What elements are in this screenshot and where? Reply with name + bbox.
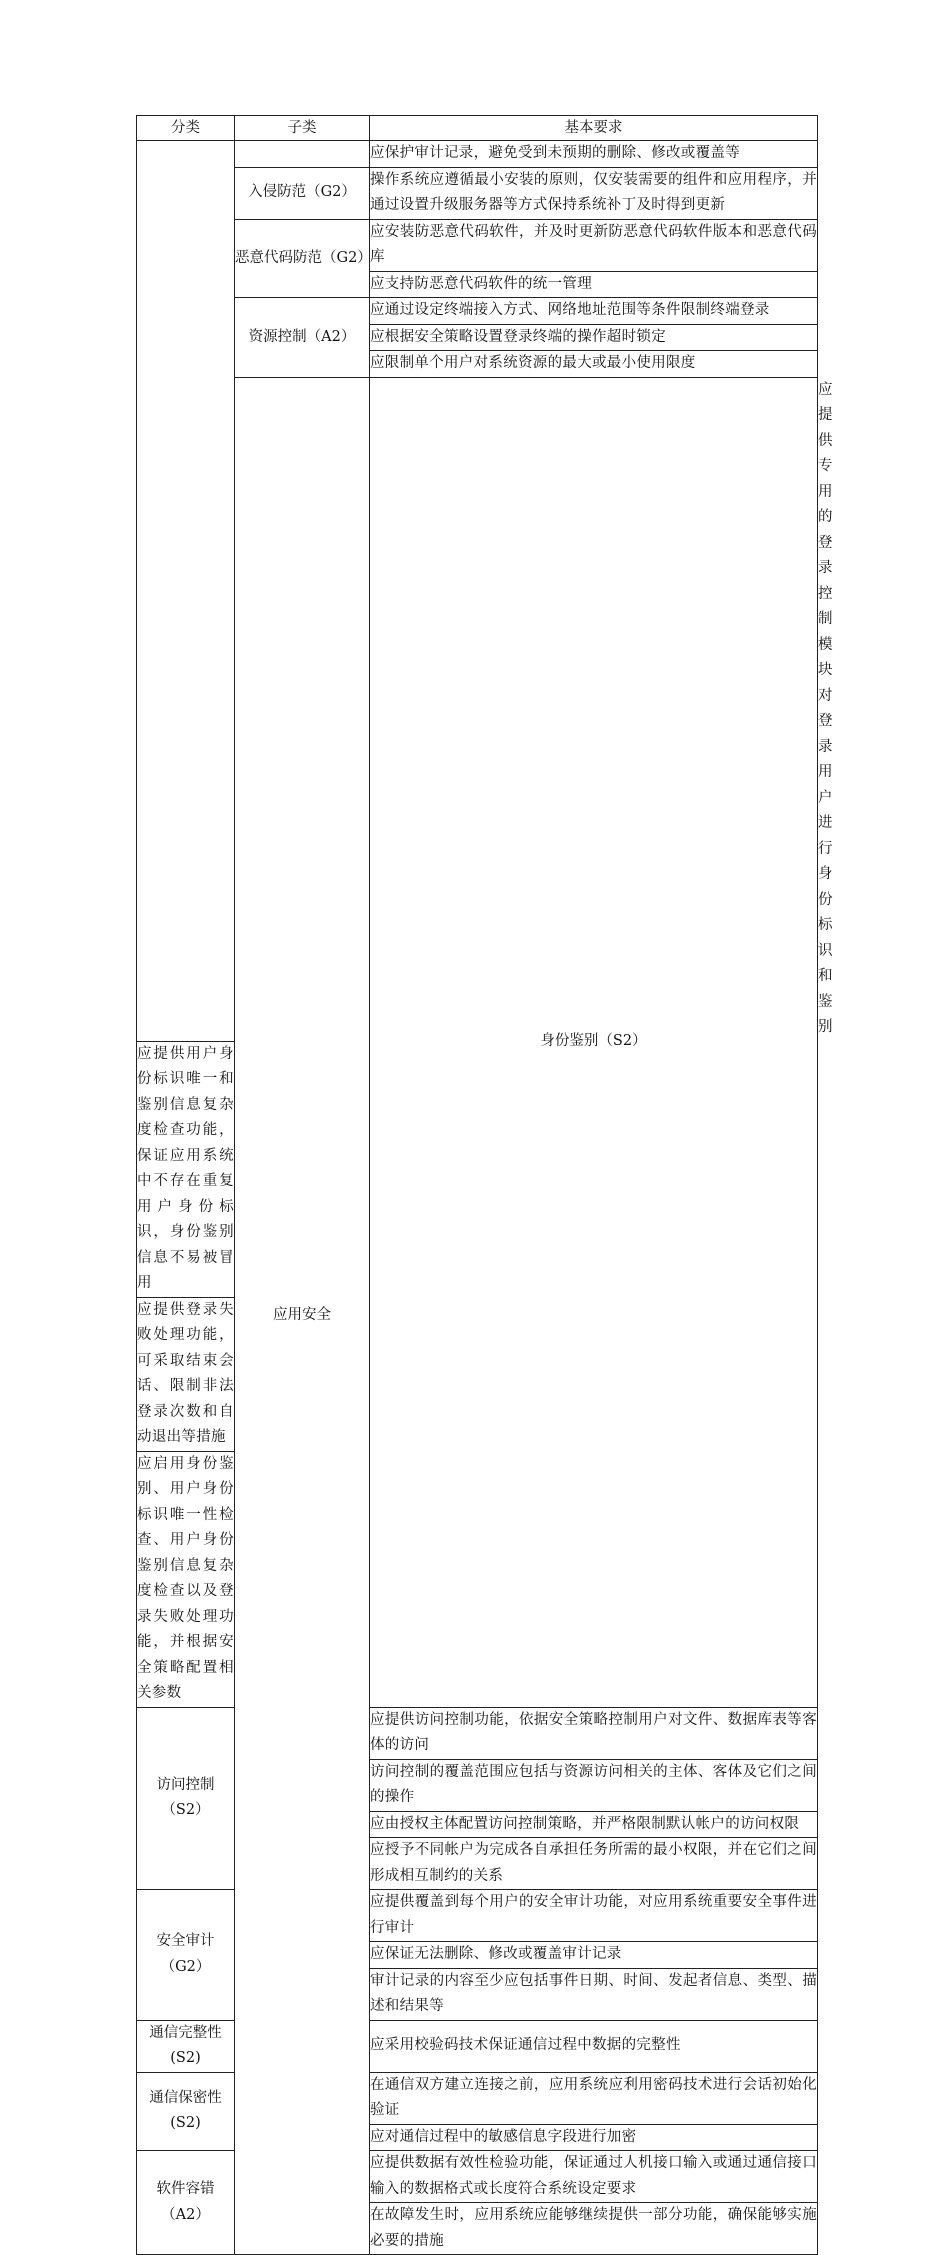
- subcategory-audit: 安全审计（G2）: [137, 1890, 235, 2021]
- requirements-table: [136, 115, 833, 2255]
- requirement-cell: 应对通信过程中的敏感信息字段进行加密: [370, 2124, 818, 2151]
- subcategory-identity: 身份鉴别（S2）: [370, 377, 818, 1707]
- requirement-cell: 应提供登录失败处理功能，可采取结束会话、限制非法登录次数和自动退出等措施: [137, 1297, 235, 1451]
- category-cell-continued: [137, 141, 235, 1042]
- requirement-cell: 应采用校验码技术保证通信过程中数据的完整性: [370, 2020, 818, 2072]
- subcategory-integrity: 通信完整性(S2): [137, 2020, 235, 2072]
- requirement-cell: 应提供数据有效性检验功能，保证通过人机接口输入或通过通信接口输入的数据格式或长度符合系统设定要求: [370, 2151, 818, 2203]
- table-row: [137, 167, 818, 219]
- table-row: 应用安全 身份鉴别（S2） 应提供专用的登录控制模块对登录用户进行身份标识和鉴别: [137, 377, 818, 1041]
- requirement-cell: 应提供覆盖到每个用户的安全审计功能，对应用系统重要安全事件进行审计: [370, 1890, 818, 1942]
- subcategory-access: 访问控制（S2）: [137, 1707, 235, 1890]
- category-app-security: 应用安全: [235, 377, 370, 2255]
- requirement-cell: 应提供访问控制功能，依据安全策略控制用户对文件、数据库表等客体的访问: [370, 1707, 818, 1759]
- table-header-row: [137, 116, 818, 141]
- requirement-cell: 应限制单个用户对系统资源的最大或最小使用限度: [370, 351, 818, 378]
- requirement-cell: 在故障发生时，应用系统应能够继续提供一部分功能，确保能够实施必要的措施: [370, 2203, 818, 2255]
- requirement-cell: 操作系统应遵循最小安装的原则，仅安装需要的组件和应用程序，并通过设置升级服务器等方式保持系统补丁及时得到更新: [370, 167, 818, 219]
- table-row: [137, 298, 818, 325]
- subcategory-cell-continued: [235, 141, 370, 168]
- subcategory-intrusion: 入侵防范（G2）: [235, 167, 370, 219]
- header-category: 分类: [137, 116, 235, 141]
- requirement-cell: 应授予不同帐户为完成各自承担任务所需的最小权限，并在它们之间形成相互制约的关系: [370, 1838, 818, 1890]
- requirement-cell: 访问控制的覆盖范围应包括与资源访问相关的主体、客体及它们之间的操作: [370, 1759, 818, 1811]
- requirement-cell: 应保证无法删除、修改或覆盖审计记录: [370, 1942, 818, 1969]
- subcategory-malware: 恶意代码防范（G2）: [235, 219, 370, 298]
- subcategory-resource: 资源控制（A2）: [235, 298, 370, 378]
- requirement-cell: 审计记录的内容至少应包括事件日期、时间、发起者信息、类型、描述和结果等: [370, 1968, 818, 2020]
- requirement-cell: 应通过设定终端接入方式、网络地址范围等条件限制终端登录: [370, 298, 818, 325]
- requirement-cell: 应根据安全策略设置登录终端的操作超时锁定: [370, 324, 818, 351]
- table-row: [137, 219, 818, 271]
- header-requirement: 基本要求: [370, 116, 818, 141]
- requirement-cell: 在通信双方建立连接之前，应用系统应利用密码技术进行会话初始化验证: [370, 2072, 818, 2124]
- requirement-cell: 应保护审计记录，避免受到未预期的删除、修改或覆盖等: [370, 141, 818, 168]
- table-row: [137, 141, 818, 168]
- requirement-cell: 应安装防恶意代码软件，并及时更新防恶意代码软件版本和恶意代码库: [370, 219, 818, 271]
- subcategory-confidentiality: 通信保密性(S2): [137, 2072, 235, 2151]
- requirement-cell: 应由授权主体配置访问控制策略，并严格限制默认帐户的访问权限: [370, 1811, 818, 1838]
- requirement-cell: 应支持防恶意代码软件的统一管理: [370, 271, 818, 298]
- requirement-cell: 应提供用户身份标识唯一和鉴别信息复杂度检查功能，保证应用系统中不存在重复用户身份标识，身份鉴别信息不易被冒用: [137, 1041, 235, 1297]
- subcategory-fault-tolerance: 软件容错（A2）: [137, 2151, 235, 2255]
- requirement-cell: 应启用身份鉴别、用户身份标识唯一性检查、用户身份鉴别信息复杂度检查以及登录失败处理功能，并根据安全策略配置相关参数: [137, 1451, 235, 1707]
- header-subcategory: 子类: [235, 116, 370, 141]
